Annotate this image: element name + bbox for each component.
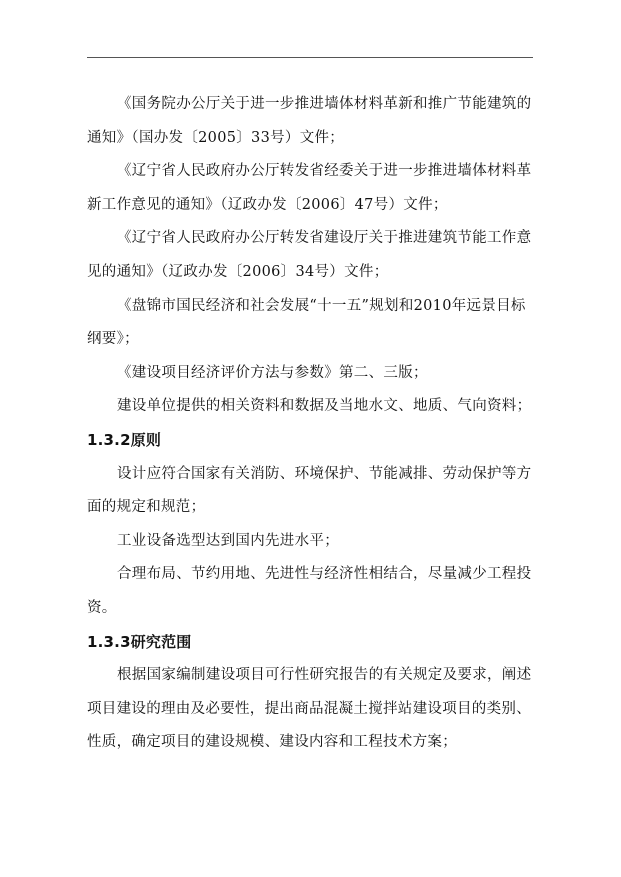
reference-paragraph: 《辽宁省人民政府办公厅转发省经委关于进一步推进墙体材料革新工作意见的通知》（辽政办发〔2006〕47号）文件； [87, 163, 532, 213]
principle-paragraph: 设计应符合国家有关消防、环境保护、节能减排、劳动保护等方面的规定和规范； [87, 465, 532, 516]
scope-paragraph: 根据国家编制建设项目可行性研究报告的有关规定及要求，阐述项目建设的理由及必要性，提出商品混凝土搅拌站建设项目的类别、性质，确定项目的建设规模、建设内容和工程技术方案； [87, 667, 532, 751]
header-rule [87, 57, 533, 58]
principle-paragraph: 合理布局、节约用地、先进性与经济性相结合，尽量减少工程投资。 [87, 566, 532, 616]
reference-paragraph: 《国务院办公厅关于进一步推进墙体材料革新和推广节能建筑的通知》（国办发〔2005〕33号）文件； [87, 96, 532, 146]
document-body [87, 88, 533, 760]
section-heading-scope: 1.3.3研究范围 [87, 632, 192, 651]
reference-paragraph: 建设单位提供的相关资料和数据及当地水文、地质、气向资料； [117, 398, 532, 415]
principle-paragraph: 工业设备选型达到国内先进水平； [117, 532, 339, 549]
section-heading-principles: 1.3.2原则 [87, 430, 162, 449]
reference-paragraph: 《辽宁省人民政府办公厅转发省建设厅关于推进建筑节能工作意见的通知》（辽政办发〔2006〕34号）文件； [87, 230, 532, 280]
reference-paragraph: 《盘锦市国民经济和社会发展“十一五”规划和2010年远景目标纲要》； [87, 297, 526, 348]
reference-paragraph: 《建设项目经济评价方法与参数》第二、三版； [117, 364, 428, 381]
